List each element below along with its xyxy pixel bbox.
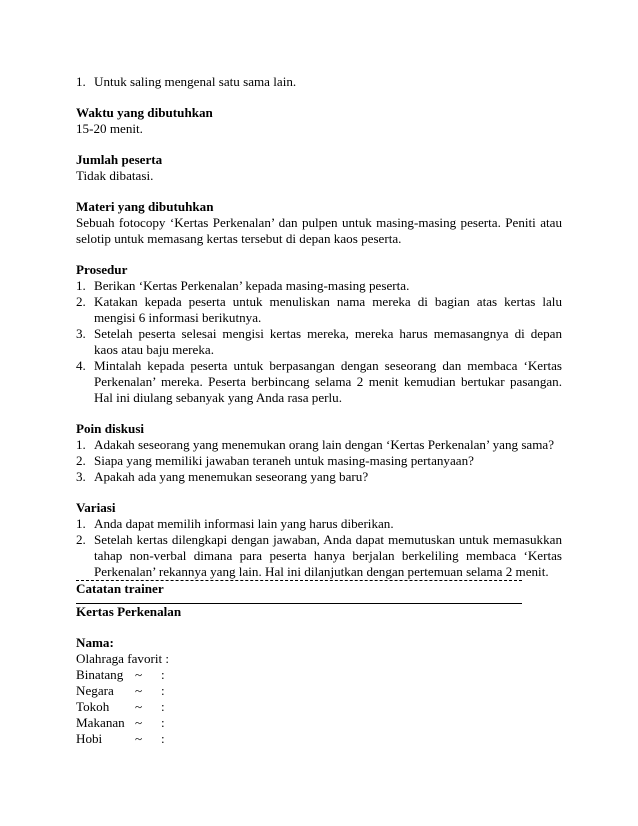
participants-heading: Jumlah peserta bbox=[76, 152, 163, 167]
time-value: 15-20 menit. bbox=[76, 121, 143, 136]
variation-heading: Variasi bbox=[76, 500, 116, 515]
list-text: Setelah peserta selesai mengisi kertas mereka, mereka harus memasangnya di depan kaos atau baju mereka. bbox=[94, 326, 562, 357]
form-row-colon: : bbox=[161, 667, 165, 682]
materials-heading: Materi yang dibutuhkan bbox=[76, 199, 214, 214]
list-number: 2. bbox=[76, 294, 86, 309]
form-row bbox=[76, 715, 562, 731]
form-row-colon: : bbox=[161, 699, 165, 714]
form-row bbox=[76, 699, 562, 715]
name-label: Nama: bbox=[76, 635, 114, 650]
procedure-list bbox=[76, 278, 562, 406]
variation-list bbox=[76, 516, 562, 580]
list-text: Apakah ada yang menemukan seseorang yang baru? bbox=[94, 469, 369, 484]
form-row-tilde: ~ bbox=[135, 715, 143, 730]
list-text: Katakan kepada peserta untuk menuliskan nama mereka di bagian atas kertas lalu mengisi 6 informasi berikutnya. bbox=[94, 294, 562, 325]
time-heading: Waktu yang dibutuhkan bbox=[76, 105, 213, 120]
list-text: Untuk saling mengenal satu sama lain. bbox=[94, 74, 297, 89]
list-text: Berikan ‘Kertas Perkenalan’ kepada masing-masing peserta. bbox=[94, 278, 410, 293]
list-text: Adakah seseorang yang menemukan orang lain dengan ‘Kertas Perkenalan’ yang sama? bbox=[94, 437, 555, 452]
list-item bbox=[76, 453, 562, 469]
form-title: Kertas Perkenalan bbox=[76, 604, 182, 619]
list-item bbox=[76, 532, 562, 580]
form-row bbox=[76, 683, 562, 699]
discussion-list bbox=[76, 437, 562, 485]
list-number: 2. bbox=[76, 453, 86, 468]
form-row-label: Binatang bbox=[76, 667, 124, 682]
list-number: 3. bbox=[76, 469, 86, 484]
favorite-sport-label: Olahraga favorit : bbox=[76, 651, 170, 666]
list-text: Mintalah kepada peserta untuk berpasangan dengan seseorang dan membaca ‘Kertas Perkenalan’ mereka. Peserta berbincang selama 2 menit kemudian bertukar pasangan. Hal ini diulang sebanyak yang Anda rasa perlu. bbox=[94, 358, 562, 405]
form-row-label: Negara bbox=[76, 683, 114, 698]
procedure-heading: Prosedur bbox=[76, 262, 128, 277]
materials-text: Sebuah fotocopy ‘Kertas Perkenalan’ dan pulpen untuk masing-masing peserta. Peniti atau selotip untuk memasang kertas tersebut di depan kaos peserta. bbox=[76, 215, 562, 246]
list-item bbox=[76, 326, 562, 358]
list-item bbox=[76, 358, 562, 406]
form-row-colon: : bbox=[161, 731, 165, 746]
form-row-tilde: ~ bbox=[135, 699, 143, 714]
objectives-list bbox=[76, 74, 562, 90]
document-page bbox=[76, 74, 562, 747]
form-row bbox=[76, 667, 562, 683]
list-number: 4. bbox=[76, 358, 86, 373]
list-number: 1. bbox=[76, 516, 86, 531]
list-item bbox=[76, 294, 562, 326]
form-row-label: Hobi bbox=[76, 731, 103, 746]
list-item bbox=[76, 437, 562, 453]
form-row-tilde: ~ bbox=[135, 731, 143, 746]
list-text: Setelah kertas dilengkapi dengan jawaban, Anda dapat memutuskan untuk memasukkan tahap non-verbal dimana para peserta hanya berjalan berkeliling membaca ‘Kertas Perkenalan’ rekannya yang lain. Hal ini dilanjutkan dengan pertemuan selama 2 menit. bbox=[94, 532, 562, 579]
form-row-label: Makanan bbox=[76, 715, 125, 730]
form-row-colon: : bbox=[161, 715, 165, 730]
list-item bbox=[76, 516, 562, 532]
list-number: 3. bbox=[76, 326, 86, 341]
discussion-heading: Poin diskusi bbox=[76, 421, 145, 436]
form-row-colon: : bbox=[161, 683, 165, 698]
list-number: 1. bbox=[76, 437, 86, 452]
list-number: 1. bbox=[76, 74, 86, 89]
form-row-label: Tokoh bbox=[76, 699, 110, 714]
list-number: 2. bbox=[76, 532, 86, 547]
list-item bbox=[76, 278, 562, 294]
list-number: 1. bbox=[76, 278, 86, 293]
participants-value: Tidak dibatasi. bbox=[76, 168, 154, 183]
list-item bbox=[76, 74, 562, 90]
list-text: Siapa yang memiliki jawaban teraneh untuk masing-masing pertanyaan? bbox=[94, 453, 474, 468]
trainer-notes-heading: Catatan trainer bbox=[76, 581, 164, 596]
list-item bbox=[76, 469, 562, 485]
form-row bbox=[76, 731, 562, 747]
list-text: Anda dapat memilih informasi lain yang harus diberikan. bbox=[94, 516, 394, 531]
form-row-tilde: ~ bbox=[135, 667, 143, 682]
form-row-tilde: ~ bbox=[135, 683, 143, 698]
